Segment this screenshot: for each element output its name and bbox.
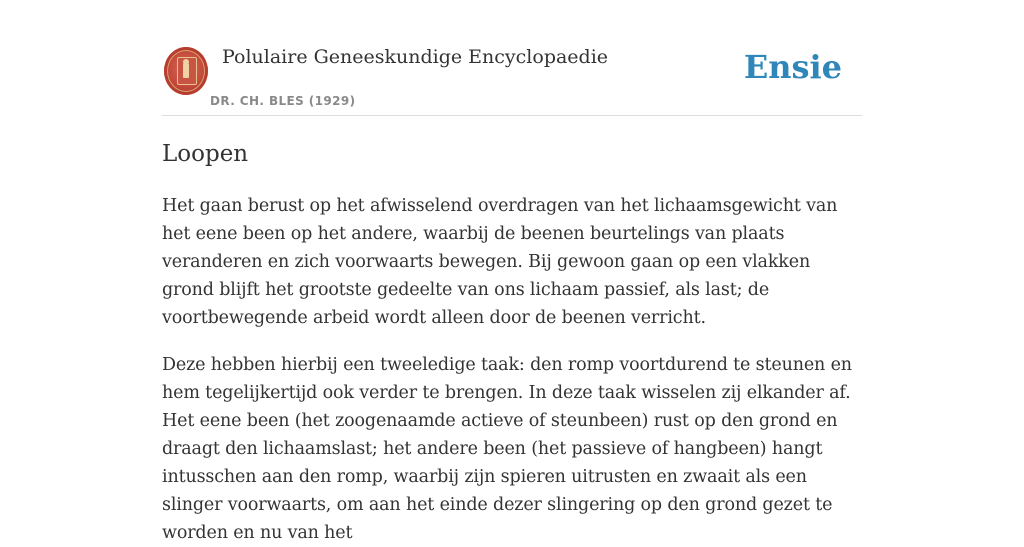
book-author: DR. CH. BLES (1929) <box>210 94 356 108</box>
article-paragraph: Deze hebben hierbij een tweeledige taak: den romp voortdurend te steunen en hem tegelijkertijd ook verder te brengen. In deze taak wisselen zij elkander af. Het eene been (het zoogenaamde actieve of steunbeen) rust op den grond en draagt den lichaamslast; het andere been (het passieve of hangbeen) hangt intusschen aan den romp, waarbij zijn spieren uitrusten en zwaait als een slinger voorwaarts, om aan het einde dezer slingering op den grond gezet te worden en nu van het <box>162 355 852 543</box>
book-cover-figure <box>183 62 189 78</box>
ensie-logo-link[interactable]: Ensie <box>743 48 842 86</box>
book-header <box>162 38 862 116</box>
book-title-link[interactable]: Polulaire Geneeskundige Encyclopaedie <box>222 46 609 68</box>
article-title: Loopen <box>162 141 249 167</box>
article <box>162 138 862 547</box>
book-cover-icon[interactable] <box>164 47 208 95</box>
article-paragraph: Het gaan berust op het afwisselend overdragen van het lichaamsgewicht van het eene been op het andere, waarbij de beenen beurtelings van plaats veranderen en zich voorwaarts bewegen. Bij gewoon gaan op een vlakken grond blijft het grootste gedeelte van ons lichaam passief, als last; de voortbewegende arbeid wordt alleen door de beenen verricht. <box>162 196 838 328</box>
